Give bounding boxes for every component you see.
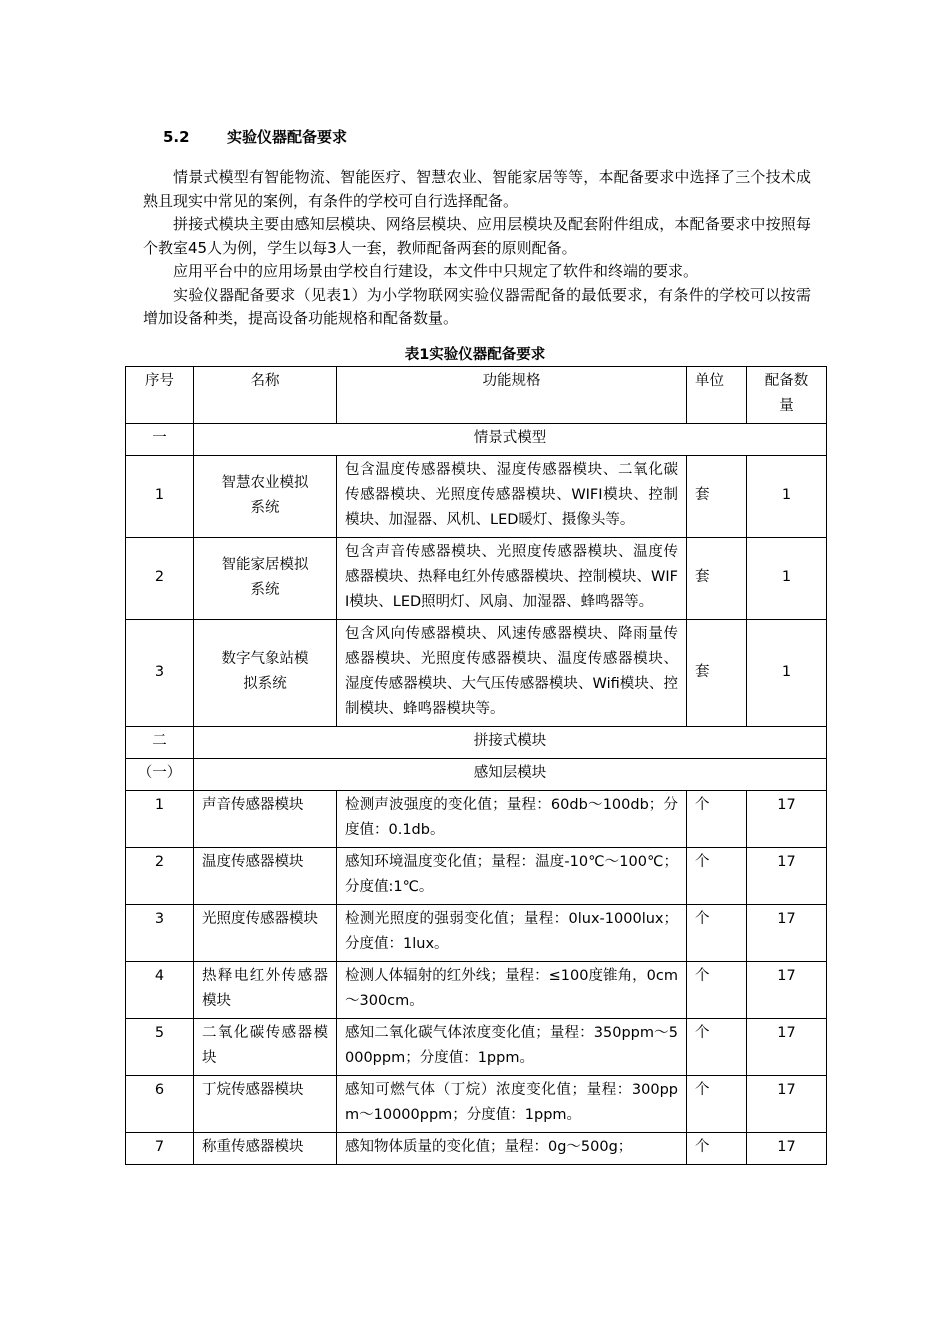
row-unit: 个 [687, 962, 747, 1019]
table-row [126, 905, 827, 962]
section-number: 5.2 [163, 128, 190, 146]
row-qty: 1 [747, 456, 827, 538]
row-number: 3 [126, 905, 194, 962]
row-name: 智能家居模拟系统 [194, 538, 337, 620]
row-name: 光照度传感器模块 [194, 905, 337, 962]
row-qty: 1 [747, 620, 827, 727]
row-number: 5 [126, 1019, 194, 1076]
header-qty: 配备数量 [747, 367, 827, 424]
row-unit: 套 [687, 538, 747, 620]
paragraph: 情景式模型有智能物流、智能医疗、智慧农业、智能家居等等，本配备要求中选择了三个技术成熟且现实中常见的案例，有条件的学校可自行选择配备。 [143, 168, 811, 210]
row-unit: 个 [687, 905, 747, 962]
row-qty: 17 [747, 1133, 827, 1165]
row-number: 6 [126, 1076, 194, 1133]
paragraph: 实验仪器配备要求（见表1）为小学物联网实验仪器需配备的最低要求，有条件的学校可以按需增加设备种类，提高设备功能规格和配备数量。 [143, 285, 811, 327]
section-title: 拼接式模块 [194, 727, 827, 759]
row-unit: 个 [687, 1019, 747, 1076]
section-id: （一） [126, 759, 194, 791]
row-name: 称重传感器模块 [194, 1133, 337, 1165]
header-no: 序号 [126, 367, 194, 424]
table-row [126, 962, 827, 1019]
row-qty: 17 [747, 1019, 827, 1076]
row-spec: 感知物体质量的变化值；量程：0g～500g； [337, 1133, 687, 1165]
row-name: 丁烷传感器模块 [194, 1076, 337, 1133]
header-unit: 单位 [687, 367, 747, 424]
row-unit: 个 [687, 1133, 747, 1165]
row-qty: 17 [747, 905, 827, 962]
table-row [126, 1019, 827, 1076]
table-row [126, 1133, 827, 1165]
section-id: 二 [126, 727, 194, 759]
row-qty: 17 [747, 791, 827, 848]
table-row [126, 791, 827, 848]
row-spec: 包含温度传感器模块、湿度传感器模块、二氧化碳传感器模块、光照度传感器模块、WIFI模块、控制模块、加湿器、风机、LED暖灯、摄像头等。 [337, 456, 687, 538]
section-row [126, 759, 827, 791]
table-row [126, 456, 827, 538]
row-qty: 17 [747, 848, 827, 905]
section-row [126, 424, 827, 456]
row-number: 7 [126, 1133, 194, 1165]
row-spec: 包含声音传感器模块、光照度传感器模块、温度传感器模块、热释电红外传感器模块、控制模块、WIFI模块、LED照明灯、风扇、加湿器、蜂鸣器等。 [337, 538, 687, 620]
row-name: 热释电红外传感器模块 [194, 962, 337, 1019]
row-unit: 套 [687, 456, 747, 538]
header-spec: 功能规格 [337, 367, 687, 424]
table-header-row [126, 367, 827, 424]
row-spec: 感知可燃气体（丁烷）浓度变化值；量程：300ppm～10000ppm；分度值：1ppm。 [337, 1076, 687, 1133]
row-number: 2 [126, 848, 194, 905]
row-name: 二氧化碳传感器模块 [194, 1019, 337, 1076]
row-spec: 感知环境温度变化值；量程：温度-10℃～100℃；分度值:1℃。 [337, 848, 687, 905]
row-qty: 17 [747, 1076, 827, 1133]
intro-paragraphs [143, 166, 811, 331]
table-row [126, 620, 827, 727]
row-unit: 套 [687, 620, 747, 727]
equipment-table [125, 366, 827, 1165]
row-unit: 个 [687, 848, 747, 905]
row-name: 数字气象站模拟系统 [194, 620, 337, 727]
section-heading [163, 126, 347, 147]
section-title: 情景式模型 [194, 424, 827, 456]
row-spec: 检测人体辐射的红外线；量程：≤100度锥角，0cm～300cm。 [337, 962, 687, 1019]
row-name: 温度传感器模块 [194, 848, 337, 905]
row-spec: 检测光照度的强弱变化值；量程：0lux-1000lux；分度值：1lux。 [337, 905, 687, 962]
header-name: 名称 [194, 367, 337, 424]
table-row [126, 848, 827, 905]
paragraph: 拼接式模块主要由感知层模块、网络层模块、应用层模块及配套附件组成，本配备要求中按照每个教室45人为例，学生以每3人一套，教师配备两套的原则配备。 [143, 215, 811, 257]
row-number: 3 [126, 620, 194, 727]
section-title: 感知层模块 [194, 759, 827, 791]
row-qty: 17 [747, 962, 827, 1019]
paragraph: 应用平台中的应用场景由学校自行建设，本文件中只规定了软件和终端的要求。 [173, 262, 699, 280]
section-row [126, 727, 827, 759]
table-body [126, 424, 827, 1165]
row-number: 4 [126, 962, 194, 1019]
table-row [126, 538, 827, 620]
table-row [126, 1076, 827, 1133]
row-spec: 感知二氧化碳气体浓度变化值；量程：350ppm～5000ppm；分度值：1ppm。 [337, 1019, 687, 1076]
row-spec: 检测声波强度的变化值；量程：60db～100db；分度值：0.1db。 [337, 791, 687, 848]
row-number: 1 [126, 456, 194, 538]
row-name: 声音传感器模块 [194, 791, 337, 848]
row-name: 智慧农业模拟系统 [194, 456, 337, 538]
section-title: 实验仪器配备要求 [227, 128, 348, 146]
row-number: 2 [126, 538, 194, 620]
section-id: 一 [126, 424, 194, 456]
row-number: 1 [126, 791, 194, 848]
row-spec: 包含风向传感器模块、风速传感器模块、降雨量传感器模块、光照度传感器模块、温度传感器模块、湿度传感器模块、大气压传感器模块、Wifi模块、控制模块、蜂鸣器模块等。 [337, 620, 687, 727]
row-unit: 个 [687, 791, 747, 848]
row-qty: 1 [747, 538, 827, 620]
row-unit: 个 [687, 1076, 747, 1133]
table-caption: 表1实验仪器配备要求 [404, 347, 546, 363]
